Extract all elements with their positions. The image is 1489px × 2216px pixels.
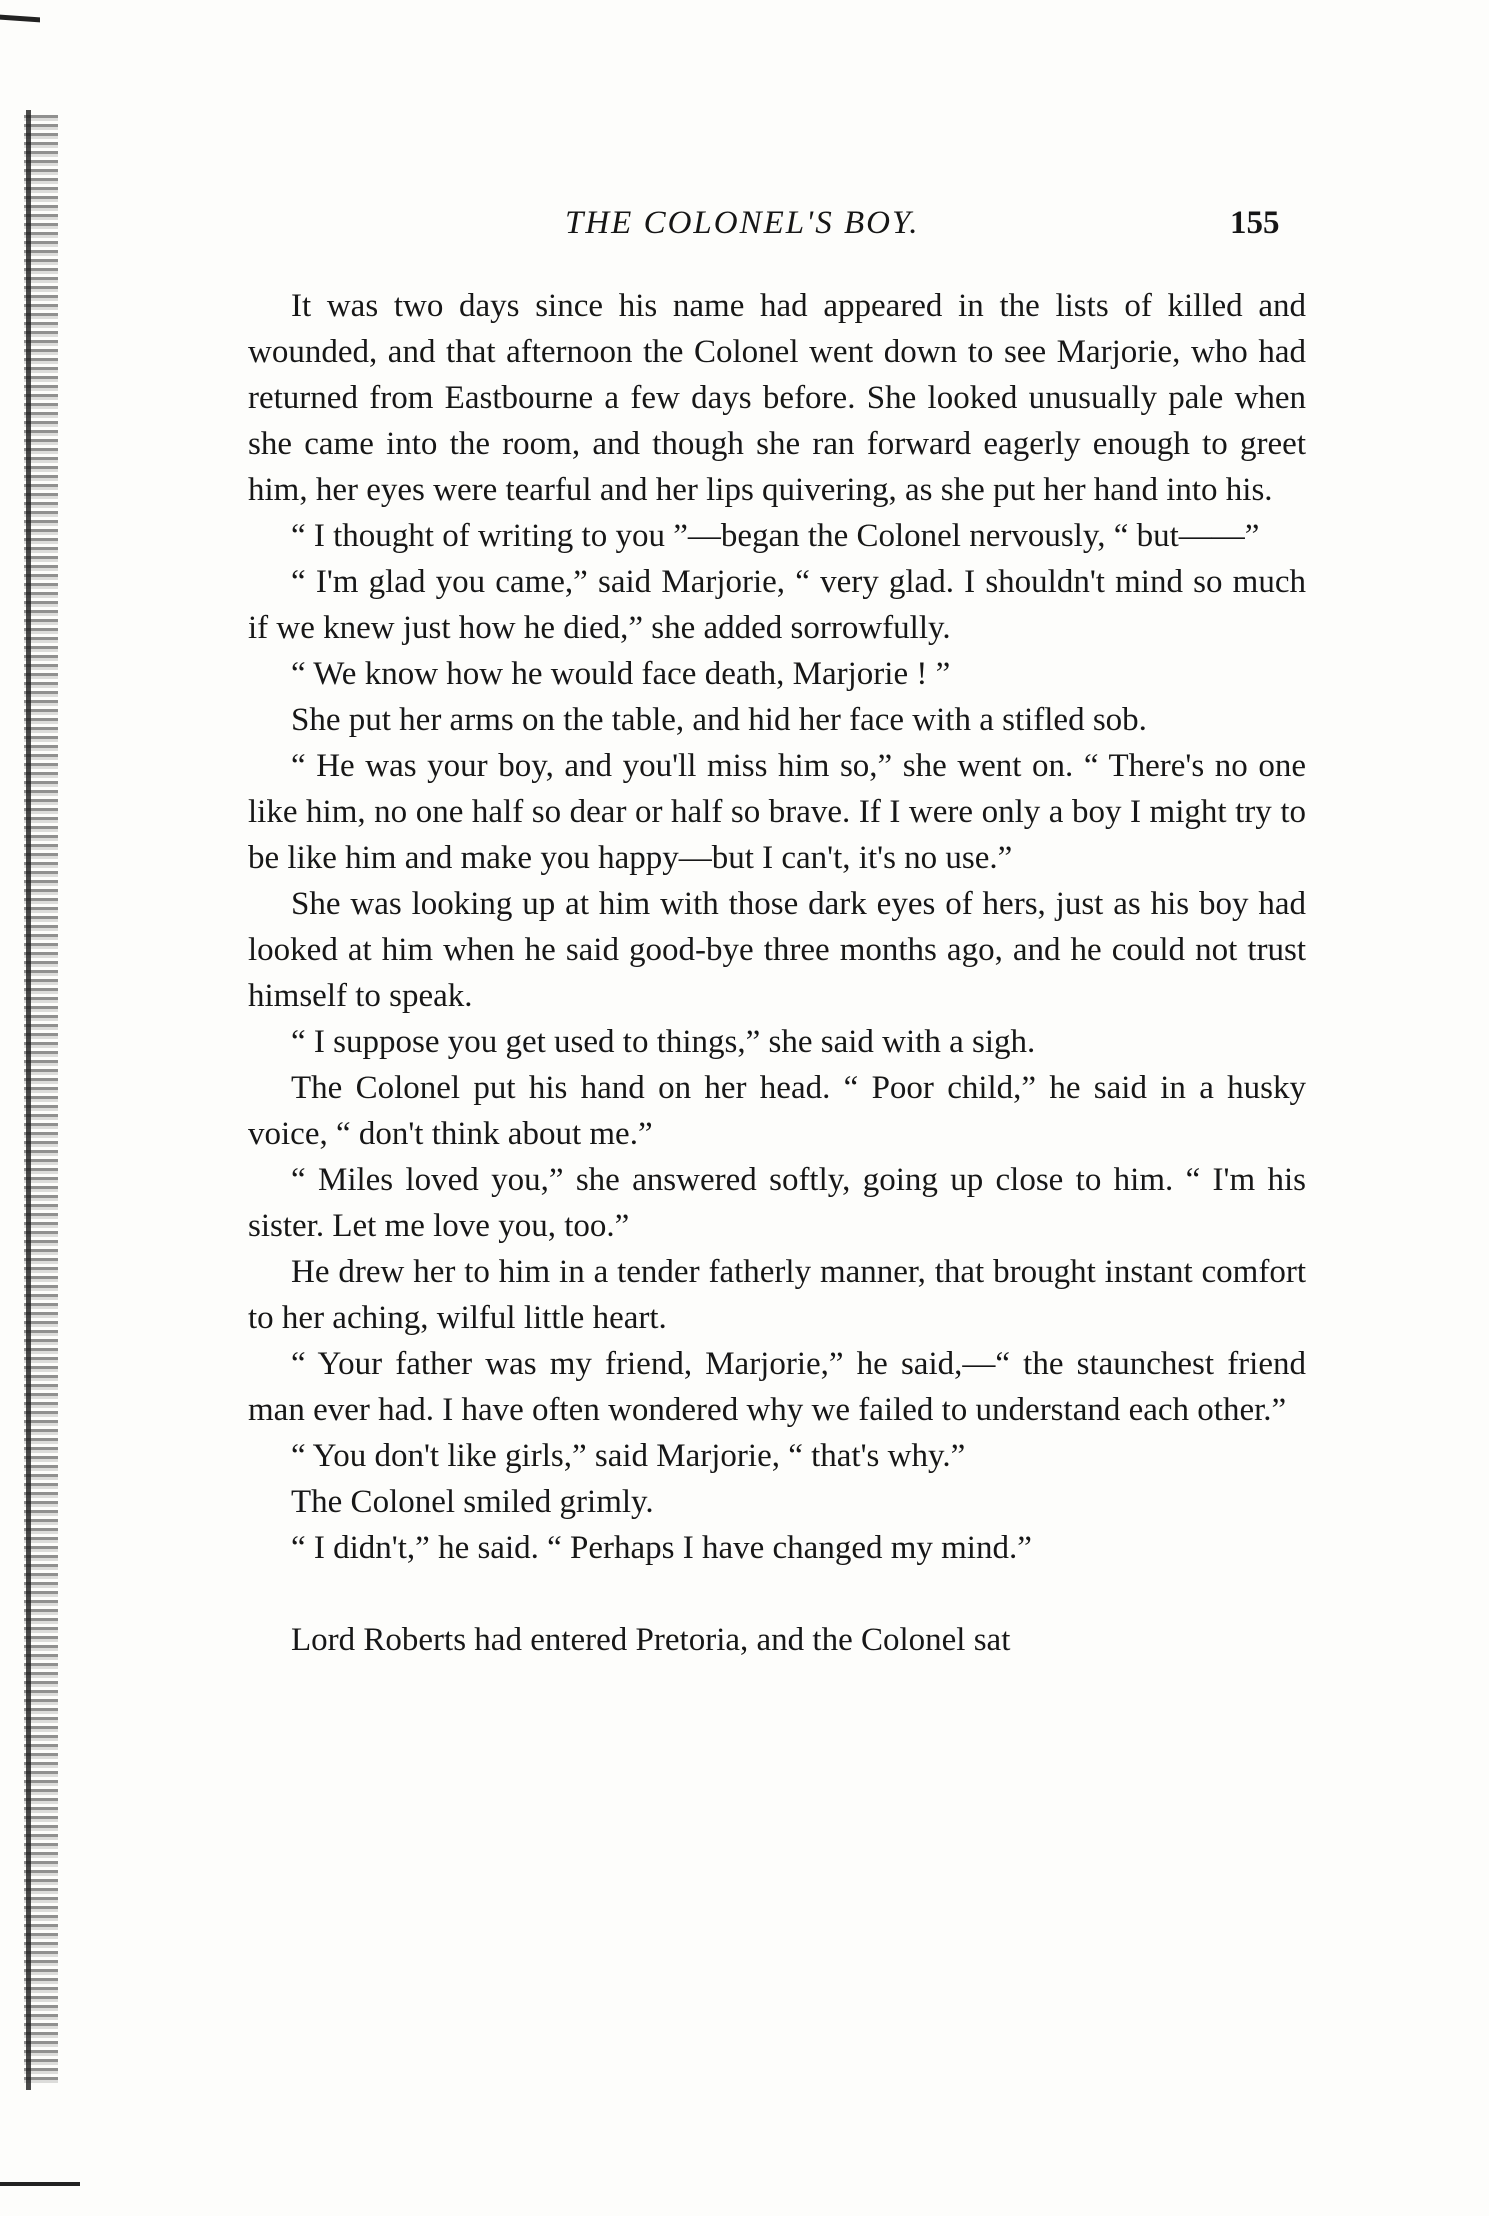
scan-mark-top [0,15,40,23]
paragraph-new-section: Lord Roberts had entered Pretoria, and the Colonel sat [291,1622,1011,1658]
paragraph: “ I'm glad you came,” said Marjorie, “ very glad. I shouldn't mind so much if we knew just how he died,” she added sorrowfully. [248,564,1306,646]
paragraph: “ You don't like girls,” said Marjorie, “ that's why.” [291,1438,966,1474]
page-number: 155 [1230,205,1280,241]
body-text [248,283,1306,1663]
running-title: THE COLONEL'S BOY. [565,205,920,241]
binding-line [26,110,31,2090]
running-head [0,205,1489,255]
paragraph: “ I thought of writing to you ”—began the Colonel nervously, “ but——” [291,518,1260,554]
paragraph: The Colonel smiled grimly. [291,1484,654,1520]
paragraph: “ He was your boy, and you'll miss him so,” she went on. “ There's no one like him, no one half so dear or half so brave. If I were only a boy I might try to be like him and make you happy—but I can't, it's no use.” [248,748,1306,876]
paragraph: “ We know how he would face death, Marjorie ! ” [291,656,951,692]
paragraph: “ Your father was my friend, Marjorie,” he said,—“ the staunchest friend man ever had. I have often wondered why we failed to understand each other.” [248,1346,1306,1428]
paragraph: She put her arms on the table, and hid her face with a stifled sob. [291,702,1147,738]
paragraph: It was two days since his name had appeared in the lists of killed and wounded, and that afternoon the Colonel went down to see Marjorie, who had returned from Eastbourne a few days before. She looked unusually pale when she came into the room, and though she ran forward eagerly enough to greet him, her eyes were tearful and her lips quivering, as she put her hand into his. [248,288,1306,508]
paragraph: She was looking up at him with those dark eyes of hers, just as his boy had looked at him when he said good-bye three months ago, and he could not trust himself to speak. [248,886,1306,1014]
paragraph: “ I didn't,” he said. “ Perhaps I have changed my mind.” [291,1530,1032,1566]
paragraph: “ I suppose you get used to things,” she said with a sigh. [291,1024,1036,1060]
paragraph: He drew her to him in a tender fatherly manner, that brought instant comfort to her aching, wilful little heart. [248,1254,1306,1336]
paragraph: “ Miles loved you,” she answered softly, going up close to him. “ I'm his sister. Let me love you, too.” [248,1162,1306,1244]
paragraph: The Colonel put his hand on her head. “ Poor child,” he said in a husky voice, “ don't think about me.” [248,1070,1306,1152]
scan-mark-bottom [0,2182,80,2186]
